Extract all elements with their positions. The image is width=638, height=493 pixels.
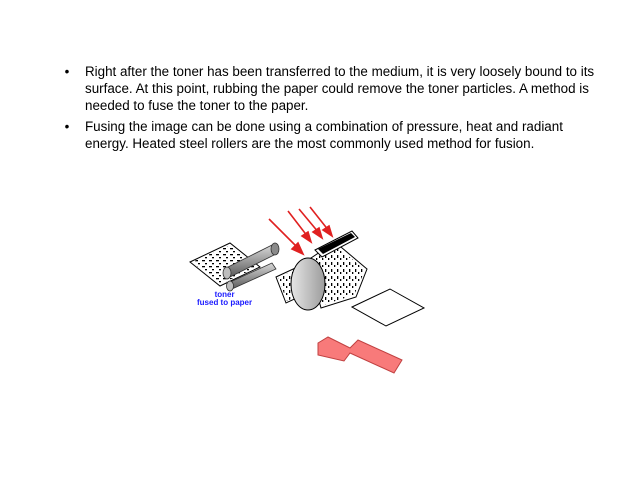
bullet-item-2 xyxy=(61,118,601,152)
bullet-marker: • xyxy=(64,119,70,134)
bullet-list xyxy=(61,63,601,156)
figure-caption xyxy=(197,291,252,307)
bullet-marker: • xyxy=(64,64,70,79)
heated-roller xyxy=(291,231,367,310)
caption-line-1: toner xyxy=(214,290,235,299)
bullet-item-1 xyxy=(61,63,601,114)
bullet-text-1: Right after the toner has been transferred to the medium, it is very loosely bound to its surface. At this point, rubbing the paper could remove the toner particles. A method is needed to fuse the toner to the paper. xyxy=(85,64,595,113)
bullet-text-2: Fusing the image can be done using a combination of pressure, heat and radiant energy. Heated steel rollers are the most commonly used method for fusion. xyxy=(85,119,563,151)
caption-line-2: fused to paper xyxy=(197,298,253,307)
feed-direction-arrow xyxy=(318,337,402,373)
output-sheet xyxy=(352,289,424,326)
